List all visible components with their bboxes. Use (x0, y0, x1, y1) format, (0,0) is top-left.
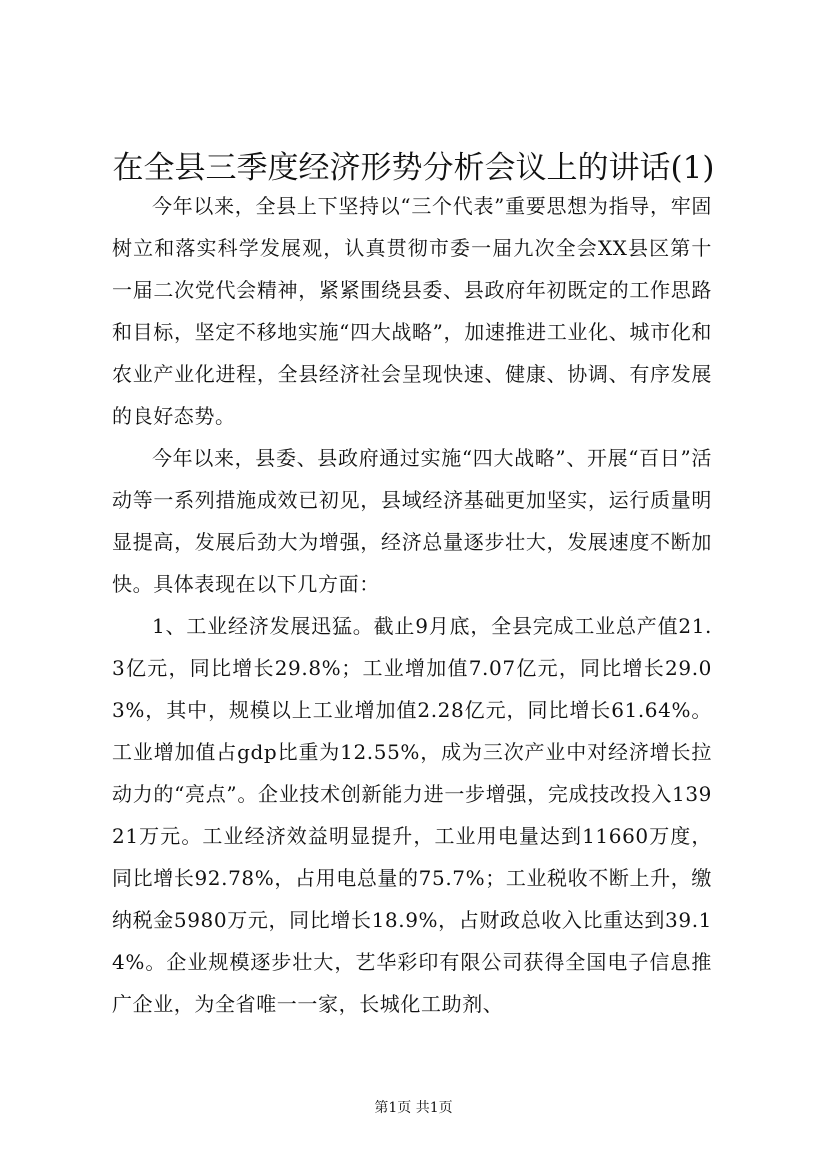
page-title: 在全县三季度经济形势分析会议上的讲话(1) (112, 150, 715, 186)
paragraph-3: 1、工业经济发展迅猛。截止9月底，全县完成工业总产值21.3亿元，同比增长29.8%；工业增加值7.07亿元，同比增长29.03%，其中，规模以上工业增加值2.28亿元，同比增长61.64%。工业增加值占gdp比重为12.55%，成为三次产业中对经济增长拉动力的“亮点”。企业技术创新能力进一步增强，完成技改投入13921万元。工业经济效益明显提升，工业用电量达到11660万度，同比增长92.78%，占用电总量的75.7%；工业税收不断上升，缴纳税金5980万元，同比增长18.9%，占财政总收入比重达到39.14%。企业规模逐步壮大，艺华彩印有限公司获得全国电子信息推广企业，为全省唯一一家，长城化工助剂、 (112, 614, 712, 1016)
page-footer: 第1页 共1页 (374, 1100, 453, 1116)
document-body (112, 185, 712, 1025)
paragraph-2: 今年以来，县委、县政府通过实施“四大战略”、开展“百日”活动等一系列措施成效已初见，县域经济基础更加坚实，运行质量明显提高，发展后劲大为增强，经济总量逐步壮大，发展速度不断加快。具体表现在以下几方面： (112, 446, 712, 596)
paragraph-1: 今年以来，全县上下坚持以“三个代表”重要思想为指导，牢固树立和落实科学发展观，认真贯彻市委一届九次全会XX县区第十一届二次党代会精神，紧紧围绕县委、县政府年初既定的工作思路和目标，坚定不移地实施“四大战略”，加速推进工业化、城市化和农业产业化进程，全县经济社会呈现快速、健康、协调、有序发展的良好态势。 (112, 194, 712, 428)
